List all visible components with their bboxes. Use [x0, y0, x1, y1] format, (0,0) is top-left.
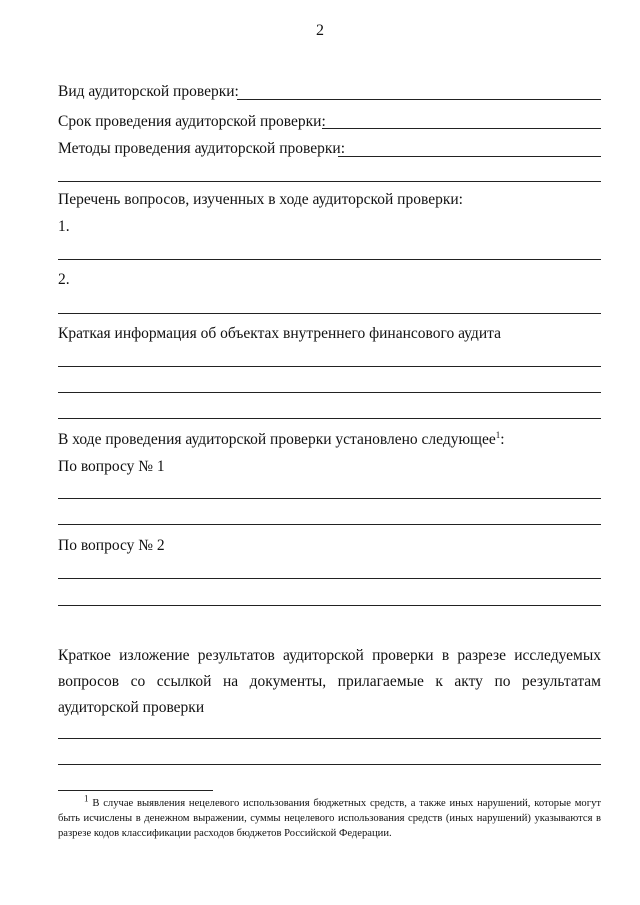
- objects-info-heading: Краткая информация об объектах внутреннего финансового аудита: [58, 325, 501, 342]
- audit-period-label: Срок проведения аудиторской проверки:: [58, 113, 326, 130]
- audit-type-fill-line: [237, 99, 601, 100]
- findings-question-2: По вопросу № 2: [58, 537, 165, 554]
- objects-info-line-1: [58, 366, 601, 367]
- question-2-line: [58, 313, 601, 314]
- footnote-marker: 1: [84, 793, 89, 804]
- findings-question-2-line-2: [58, 605, 601, 606]
- audit-methods-fill-line: [338, 156, 601, 157]
- footnote-ref: 1: [495, 429, 501, 440]
- question-1-line: [58, 259, 601, 260]
- page-number: 2: [316, 22, 324, 39]
- question-item-1: 1.: [58, 218, 70, 235]
- question-item-2: 2.: [58, 271, 70, 288]
- findings-question-1-line-2: [58, 524, 601, 525]
- audit-methods-extra-line: [58, 181, 601, 182]
- findings-question-2-line-1: [58, 578, 601, 579]
- findings-question-1: По вопросу № 1: [58, 458, 165, 475]
- footnote-text: В случае выявления нецелевого использования бюджетных средств, а также иных нарушений, которые могут быть исчислены в денежном выражении, суммы нецелевого использования средств (иных нарушений) указываются в разрезе кодов классификации расходов бюджетов Российской Федерации.: [58, 798, 601, 839]
- audit-period-fill-line: [322, 128, 601, 129]
- findings-question-1-line-1: [58, 498, 601, 499]
- audit-methods-label: Методы проведения аудиторской проверки:: [58, 140, 346, 157]
- findings-heading: В ходе проведения аудиторской проверки установлено следующее$^1$:: [58, 429, 505, 448]
- summary-line-1: [58, 738, 601, 739]
- summary-line-2: [58, 764, 601, 765]
- summary-paragraph: Краткое изложение результатов аудиторской проверки в разрезе исследуемых вопросов со ссылкой на документы, прилагаемые к акту по результатам аудиторской проверки: [58, 647, 601, 716]
- objects-info-line-2: [58, 392, 601, 393]
- audit-type-label: Вид аудиторской проверки:: [58, 83, 239, 100]
- questions-heading: Перечень вопросов, изученных в ходе аудиторской проверки:: [58, 191, 463, 208]
- footnote: [58, 793, 601, 841]
- footnote-separator: [58, 790, 213, 791]
- objects-info-line-3: [58, 418, 601, 419]
